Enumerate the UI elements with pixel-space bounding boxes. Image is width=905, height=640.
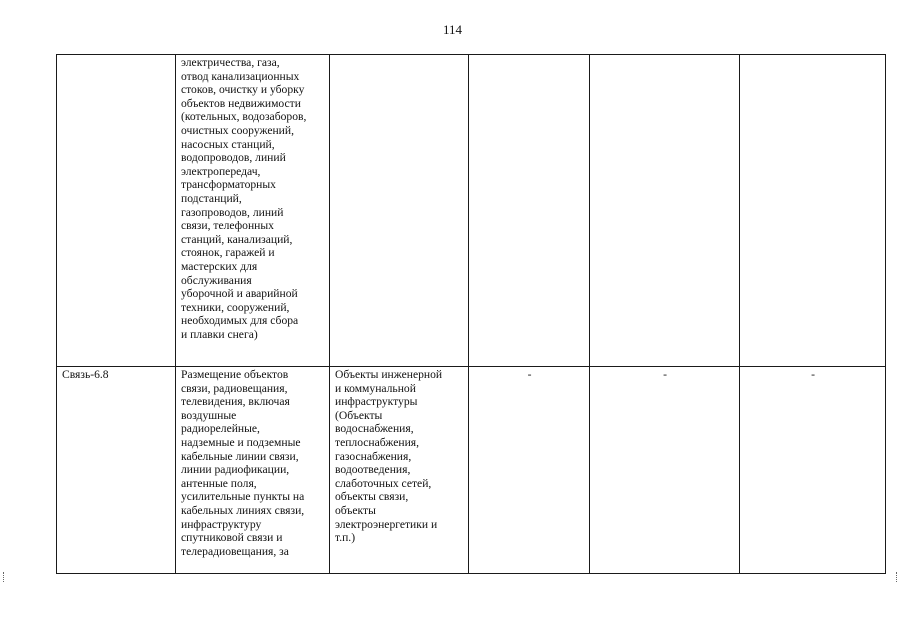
text-line: т.п.) — [335, 531, 356, 545]
text-line: подстанций, — [181, 191, 242, 205]
value-cell: - — [740, 367, 886, 574]
value-cell: - — [469, 367, 590, 574]
description-cell — [176, 367, 330, 574]
text-line: и плавки снега) — [181, 327, 258, 341]
text-line: инфраструктуры — [335, 395, 418, 409]
text-line: (котельных, водозаборов, — [181, 110, 307, 124]
text-line: надземные и подземные — [181, 435, 301, 449]
land-use-table — [56, 54, 886, 574]
description-lines — [181, 56, 325, 341]
text-line: и коммунальной — [335, 381, 416, 395]
table-row — [57, 367, 886, 574]
text-line: усилительные пункты на — [181, 490, 305, 504]
text-line: электроэнергетики и — [335, 517, 438, 531]
text-line: телевидения, включая — [181, 395, 290, 409]
objects-cell — [330, 55, 469, 367]
code-cell: Связь-6.8 — [57, 367, 176, 574]
objects-lines — [335, 368, 464, 545]
objects-cell — [330, 367, 469, 574]
text-line: объекты — [335, 503, 376, 517]
text-line: кабельные линии связи, — [181, 449, 299, 463]
text-line: газоснабжения, — [335, 449, 412, 463]
text-line: объекты связи, — [335, 490, 409, 504]
text-line: водопроводов, линий — [181, 151, 286, 165]
value-cell — [469, 55, 590, 367]
text-line: мастерских для — [181, 259, 258, 273]
text-line: воздушные — [181, 408, 237, 422]
text-line: стоянок, гаражей и — [181, 246, 275, 260]
text-line: Объекты инженерной — [335, 368, 443, 381]
text-line: электропередач, — [181, 164, 261, 178]
text-line: инфраструктуру — [181, 517, 262, 531]
text-line: связи, телефонных — [181, 219, 274, 233]
text-line: слаботочных сетей, — [335, 476, 432, 490]
text-line: электричества, газа, — [181, 56, 280, 69]
text-line: телерадиовещания, за — [181, 544, 289, 558]
margin-mark — [896, 572, 898, 582]
text-line: уборочной и аварийной — [181, 287, 298, 301]
description-lines — [181, 368, 325, 558]
text-line: теплоснабжения, — [335, 435, 420, 449]
text-line: водоснабжения, — [335, 422, 414, 436]
text-line: трансформаторных — [181, 178, 276, 192]
text-line: кабельных линиях связи, — [181, 503, 305, 517]
text-line: очистных сооружений, — [181, 123, 294, 137]
text-line: объектов недвижимости — [181, 96, 301, 110]
text-line: насосных станций, — [181, 137, 275, 151]
value-cell: - — [590, 367, 740, 574]
text-line: стоков, очистку и уборку — [181, 83, 305, 97]
value-cell — [740, 55, 886, 367]
text-line: антенные поля, — [181, 476, 257, 490]
text-line: радиорелейные, — [181, 422, 260, 436]
text-line: отвод канализационных — [181, 69, 300, 83]
text-line: обслуживания — [181, 273, 252, 287]
text-line: Размещение объектов — [181, 368, 289, 381]
text-line: газопроводов, линий — [181, 205, 284, 219]
text-line: (Объекты — [335, 408, 383, 422]
text-line: станций, канализаций, — [181, 232, 293, 246]
text-line: техники, сооружений, — [181, 300, 290, 314]
text-line: спутниковой связи и — [181, 531, 283, 545]
description-cell — [176, 55, 330, 367]
margin-mark — [3, 572, 5, 582]
table-row — [57, 55, 886, 367]
text-line: линии радиофикации, — [181, 463, 290, 477]
value-cell — [590, 55, 740, 367]
text-line: связи, радиовещания, — [181, 381, 288, 395]
code-cell — [57, 55, 176, 367]
text-line: водоотведения, — [335, 463, 411, 477]
text-line: необходимых для сбора — [181, 314, 299, 328]
page-number: 114 — [442, 22, 463, 37]
